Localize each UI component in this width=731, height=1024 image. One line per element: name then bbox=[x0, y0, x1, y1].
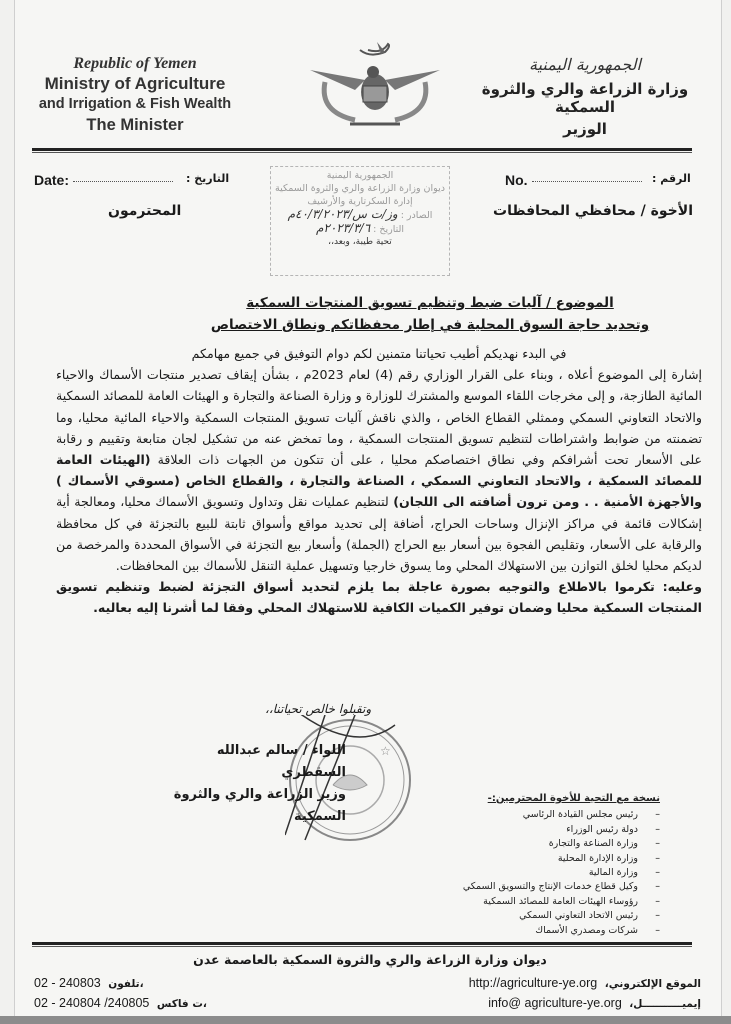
fax-label: ت فاكس، bbox=[156, 998, 207, 1010]
signature-block bbox=[150, 740, 346, 828]
cc-item: – شركات ومصدري الأسماك bbox=[430, 924, 660, 938]
header-divider-thin bbox=[32, 152, 692, 153]
date-blank bbox=[73, 181, 173, 182]
date-label-ar: التاريخ : bbox=[186, 172, 230, 185]
email-link[interactable]: info@ agriculture-ye.org bbox=[488, 996, 622, 1010]
number-label-ar: الرقم : bbox=[652, 172, 691, 185]
header-office-en: The Minister bbox=[86, 116, 184, 134]
cc-item: – رئيس مجلس القيادة الرئاسي bbox=[430, 808, 660, 822]
closing-regards: وتقبلوا خالص تحياتنا،، bbox=[265, 702, 372, 716]
number-field bbox=[505, 172, 646, 188]
cc-item: – وزارة الصناعة والتجارة bbox=[430, 837, 660, 851]
date-label-en: Date: bbox=[34, 172, 70, 188]
stamp-greeting: تحية طيبة، وبعد،، bbox=[328, 237, 392, 247]
stamp-ref-row bbox=[271, 208, 449, 222]
stamp-date-row bbox=[271, 222, 449, 236]
cc-item: – وزارة المالية bbox=[430, 866, 660, 880]
subject-line-2: وتحديد حاجة السوق المحلية في إطار محفظاتكم ونطاق الاختصاص bbox=[210, 317, 650, 333]
fax-value: 02 - 240804 /240805 bbox=[34, 996, 150, 1010]
cc-item: – رؤوساء الهيئات العامة للمصائد السمكية bbox=[430, 895, 660, 909]
stamp-date-label: التاريخ : bbox=[373, 224, 405, 235]
body-paragraph-1-committees: (الهيئات العامة للمصائد السمكية ، والاتحاد التعاوني السمكي ، الصناعة والتجارة ، والقطاع الخاص (مسوقي الأسماك ) والأجهزة الأمنية . . ومن ترون أضافته الى اللجان) bbox=[56, 452, 702, 510]
svg-text:☆: ☆ bbox=[380, 744, 391, 758]
number-label-en: No. bbox=[505, 172, 528, 188]
subject-line-1: الموضوع / آليات ضبط وتنظيم تسويق المنتجات السمكية bbox=[246, 295, 614, 311]
cc-item: – رئيس الاتحاد التعاوني السمكي bbox=[430, 909, 660, 923]
header-republic-en: Republic of Yemen bbox=[73, 55, 197, 72]
subject bbox=[170, 292, 690, 336]
header-ministry-en-line2: and Irrigation & Fish Wealth bbox=[38, 96, 232, 112]
footer-phone bbox=[34, 976, 144, 990]
footer-divider-thin bbox=[32, 946, 692, 947]
cc-list bbox=[430, 792, 660, 938]
header-office-ar: الوزير bbox=[563, 120, 607, 138]
body-paragraph-1 bbox=[56, 364, 702, 576]
stamp-date-value: ٢٠٢٣/٣/٦م bbox=[315, 221, 371, 235]
honorific: المحترمون bbox=[108, 203, 182, 219]
stamp-line-2: ديوان وزارة الزراعة والري والثروة السمكية bbox=[275, 183, 445, 194]
website-link[interactable]: http://agriculture-ye.org bbox=[468, 976, 598, 990]
header-divider bbox=[32, 148, 692, 151]
footer-title: ديوان وزارة الزراعة والري والثروة السمكية بالعاصمة عدن bbox=[193, 952, 547, 967]
phone-label: تلفون، bbox=[108, 978, 144, 990]
phone-value: 02 - 240803 bbox=[34, 976, 101, 990]
cc-title: نسخة مع التحية للأخوة المحترمين:- bbox=[487, 793, 660, 804]
signatory-name: اللواء / سالم عبدالله السقطري bbox=[216, 743, 346, 780]
email-label: إيميـــــــــــل، bbox=[629, 998, 701, 1010]
footer-email bbox=[488, 996, 701, 1010]
opening-greeting: في البدء نهديكم أطيب تحياتنا متمنين لكم دوام التوفيق في جميع مهامكم bbox=[191, 346, 567, 361]
body-paragraph-2: وعليه: تكرموا بالاطلاع والتوجيه بصورة عاجلة بما يلزم لتحديد أسواق التجزئة لضبط وتنظيم تسويق المنتجات السمكية محليا وضمان توفير الكميات الكافية للاستهلاك المحلي وفقا لما أشرنا إليه بعاليه. bbox=[56, 579, 702, 616]
stamp-ref-label: الصادر : bbox=[400, 210, 433, 221]
header-arabic bbox=[470, 55, 700, 138]
header-ministry-en: Ministry of Agriculture bbox=[44, 74, 226, 93]
header-republic-ar: الجمهورية اليمنية bbox=[528, 55, 641, 74]
date-field bbox=[34, 172, 177, 188]
footer-divider bbox=[32, 942, 692, 945]
registry-stamp bbox=[270, 166, 450, 276]
body-paragraph-1-text: إشارة إلى الموضوع أعلاه ، وبناء على القرار الوزاري رقم (4) لعام 2023م ، بشأن إيقاف تصدير منتجات الأسماك والاحياء المائية الطازجة، و إلى مخرجات اللقاء الموسع والمشترك للوزارة و وزارة الصناعة والتجارة و الهيئات العامة للمصائد السمكية والاتحاد التعاوني السمكي وممثلي القطاع الخاص ، والذي ناقش آليات تسويق المنتجات السمكية والاحياء المائية محليا، وما تضمنته من ضوابط واشتراطات لتنظيم تسويق المنتجات السمكية ، وما تمخض عنه من تشكيل لجان متابعة وتقييم و رقابة على الأسعار تحت أشرافكم وفي نطاق اختصاصكم محليا ، على أن تتكون من الجهات ذات العلاقة bbox=[56, 367, 703, 468]
header-ministry-ar: وزارة الزراعة والري والثروة السمكية bbox=[481, 80, 689, 116]
cc-item: – وكيل قطاع خدمات الإنتاج والتسويق السمكي bbox=[430, 880, 660, 894]
addressee: الأخوة / محافظي المحافظات bbox=[493, 203, 693, 219]
letter-body bbox=[56, 343, 702, 619]
scan-bottom-edge bbox=[0, 1016, 731, 1024]
footer-fax bbox=[34, 996, 207, 1010]
stamp-ref-value: وز/ت س/٤٠/٣/٢٠٢٣م bbox=[287, 207, 398, 221]
footer-website bbox=[469, 976, 701, 990]
body-paragraph-1-tail: لتنظيم عمليات نقل وتداول وتسويق الأسماك محليا، ومعالجة أية إشكالات قائمة في مراكز الإنزال وساحات الحراج، أضافة إلى تحديد مواقع وأسواق ثابتة للبيع بالتجزئة في كل محافظة والرقابة على الأسعار، وتقليص الفجوة بين أسعار بيع الحراج (الجملة) وأسعار بيع التجزئة في الأسواق المحددة والمرخصة من لديكم محليا لخلق التوازن بين الاستهلاك المحلي وما يسوق خارجيا وتسهيل عملية التنقل للأسماك بين المحافظات. bbox=[56, 494, 702, 574]
cc-item: – دولة رئيس الوزراء bbox=[430, 823, 660, 837]
stamp-line-3: إدارة السكرتارية والأرشيف bbox=[307, 196, 413, 207]
signatory-title: وزير الزراعة والري والثروة السمكية bbox=[173, 787, 346, 824]
cc-item: – وزارة الإدارة المحلية bbox=[430, 852, 660, 866]
stamp-line-1: الجمهورية اليمنية bbox=[326, 170, 394, 181]
website-label: الموقع الإلكتروني، bbox=[604, 978, 701, 990]
yemen-eagle-emblem-icon bbox=[305, 42, 445, 132]
number-blank bbox=[532, 181, 642, 182]
header-english bbox=[30, 55, 240, 136]
